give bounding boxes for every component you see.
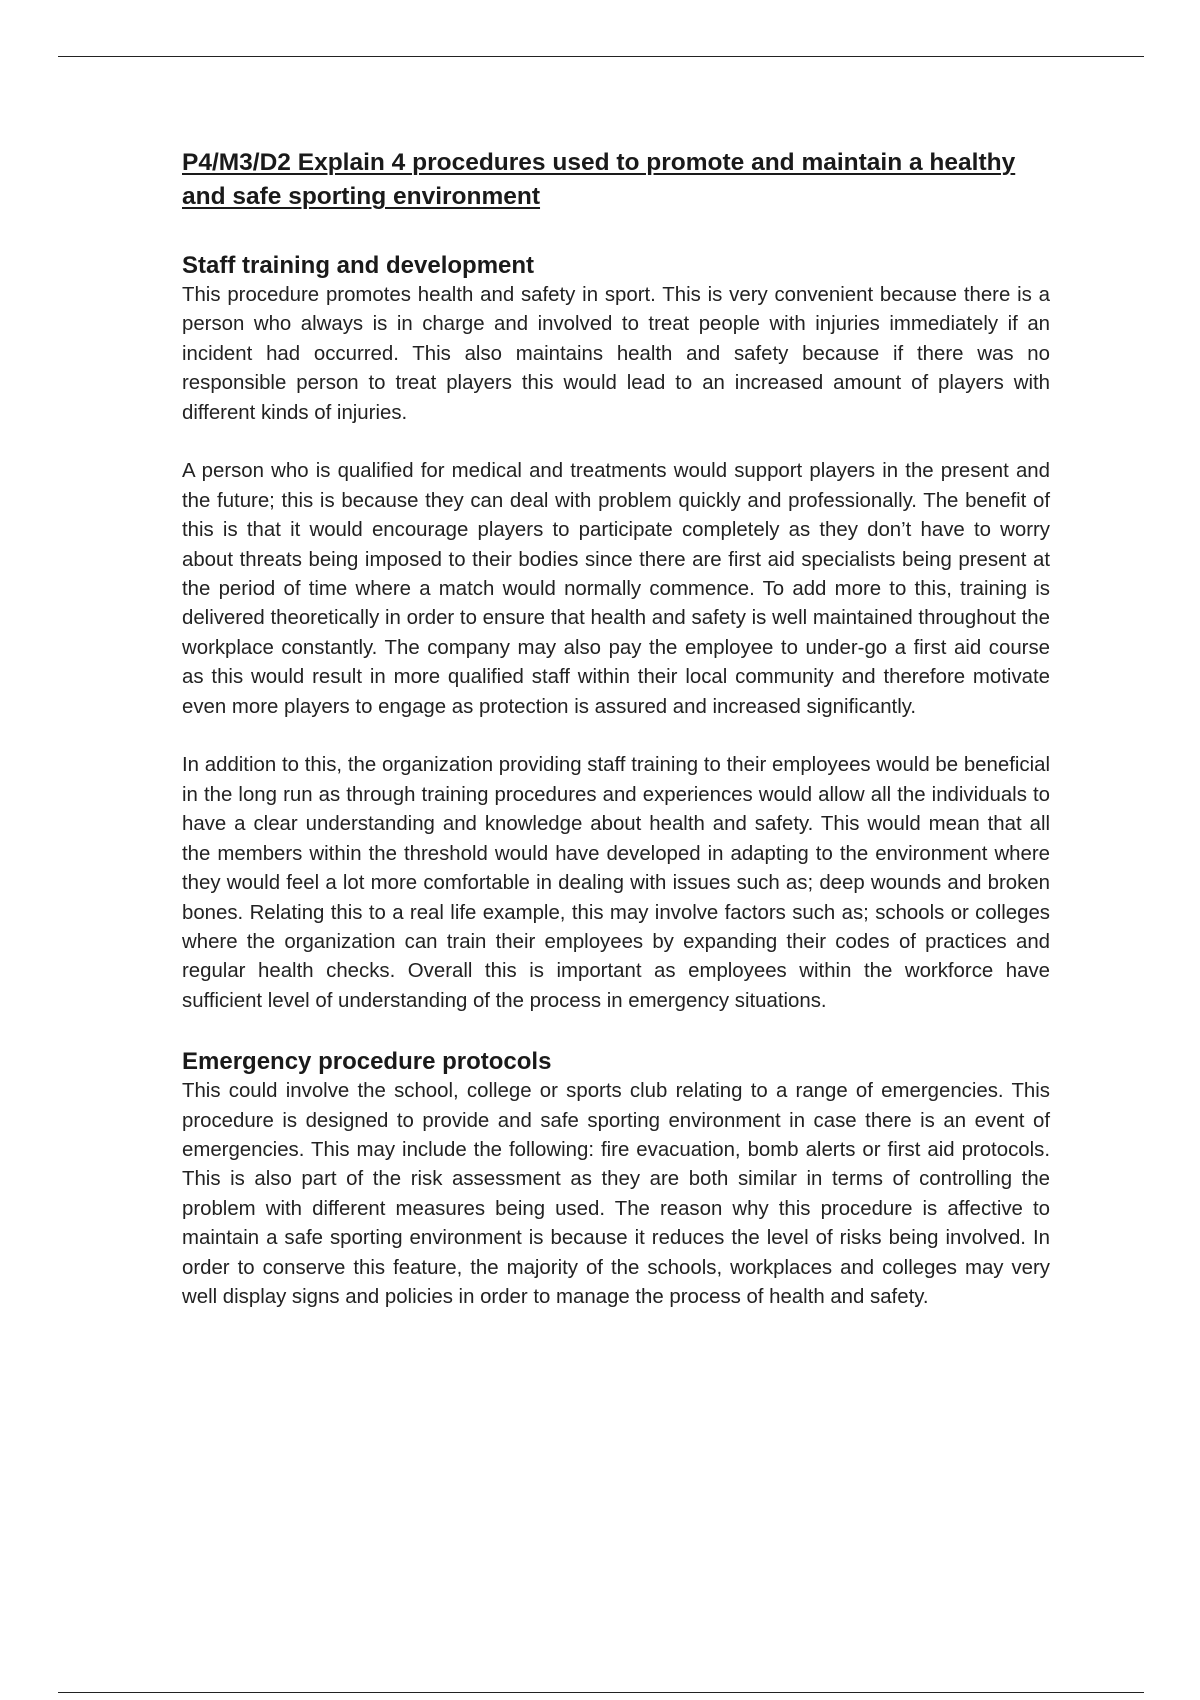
- paragraph: A person who is qualified for medical and treatments would support players in the present and the future; this is because they can deal with problem quickly and professionally. The benefit of this is that it would encourage players to participate completely as they don’t have to worry about threats being imposed to their bodies since there are first aid specialists being present at the period of time where a match would normally commence. To add more to this, training is delivered theoretically in order to ensure that health and safety is well maintained throughout the workplace constantly. The company may also pay the employee to under-go a first aid course as this would result in more qualified staff within their local community and therefore motivate even more players to engage as protection is assured and increased significantly.: [182, 460, 1050, 718]
- document-body: [182, 146, 1050, 1312]
- header-rule: [58, 56, 1144, 57]
- paragraph: This could involve the school, college or sports club relating to a range of emergencies. This procedure is designed to provide and safe sporting environment in case there is an event of emergencies. This may include the following: fire evacuation, bomb alerts or first aid protocols. This is also part of the risk assessment as they are both similar in terms of controlling the problem with different measures being used. The reason why this procedure is affective to maintain a safe sporting environment is because it reduces the level of risks being involved. In order to conserve this feature, the majority of the schools, workplaces and colleges may very well display signs and policies in order to manage the process of health and safety.: [182, 1080, 1050, 1308]
- paragraph: In addition to this, the organization providing staff training to their employees would be beneficial in the long run as through training procedures and experiences would allow all the individuals to have a clear understanding and knowledge about health and safety. This would mean that all the members within the threshold would have developed in adapting to the environment where they would feel a lot more comfortable in dealing with issues such as; deep wounds and broken bones. Relating this to a real life example, this may involve factors such as; schools or colleges where the organization can train their employees by expanding their codes of practices and regular health checks. Overall this is important as employees within the workforce have sufficient level of understanding of the process in emergency situations.: [182, 754, 1050, 1012]
- footer-rule: [58, 1692, 1144, 1693]
- section-heading-staff-training: Staff training and development: [182, 252, 535, 279]
- paragraph: This procedure promotes health and safety in sport. This is very convenient because there is a person who always is in charge and involved to treat people with injuries immediately if an incident had occurred. This also maintains health and safety because if there was no responsible person to treat players this would lead to an increased amount of players with different kinds of injuries.: [182, 284, 1050, 424]
- document-title: P4/M3/D2 Explain 4 procedures used to promote and maintain a healthy and safe sporting environment: [182, 149, 1016, 210]
- section-heading-emergency-protocols: Emergency procedure protocols: [182, 1048, 552, 1076]
